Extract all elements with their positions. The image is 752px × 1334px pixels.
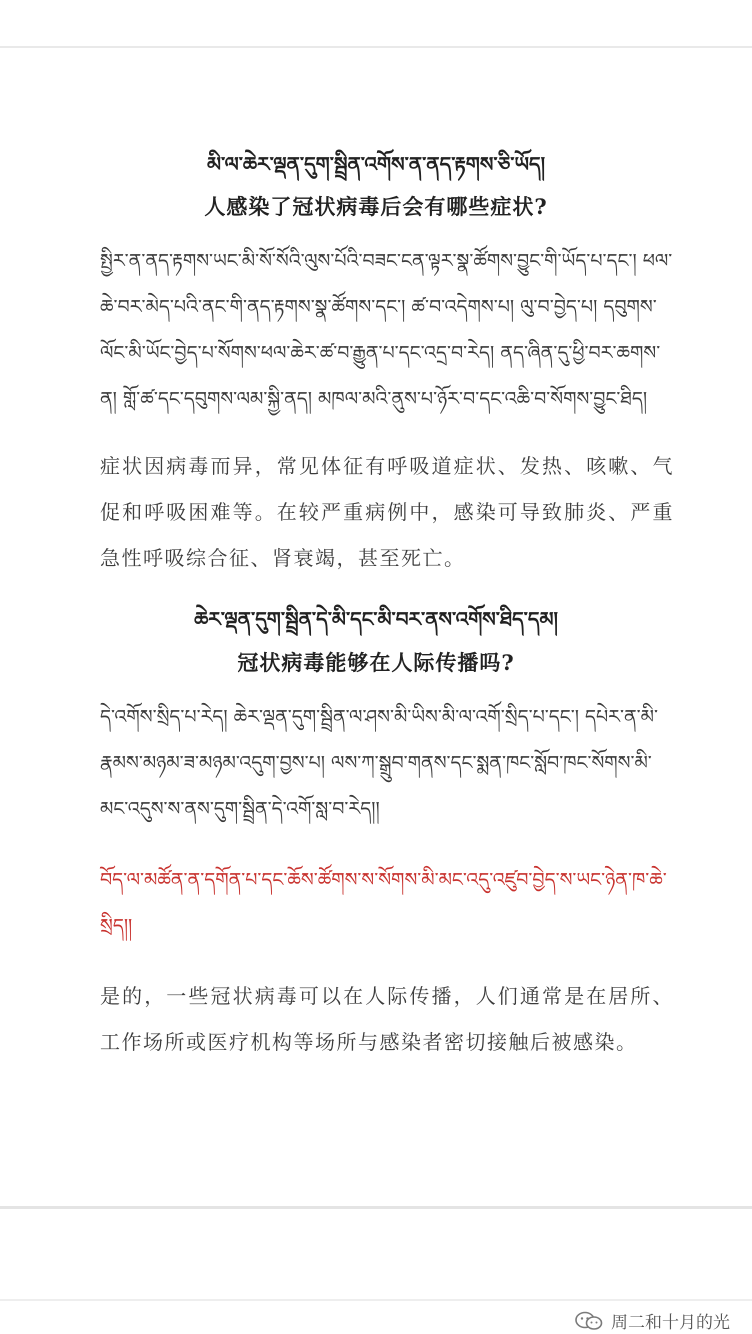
chinese-heading-1: 人感染了冠状病毒后会有哪些症状? [204, 194, 548, 219]
top-band [0, 0, 752, 48]
tibetan-heading-1: མི་ལ་ཆེར་ལྡན་དུག་སྦྲིན་འགོས་ན་ནད་རྟགས་ཅི་ཡོད། [206, 152, 546, 176]
watermark [575, 1308, 730, 1333]
chinese-heading-2: 冠状病毒能够在人际传播吗? [237, 650, 515, 675]
tibetan-paragraph-1: སྤྱིར་ན་ནད་རྟགས་ཡང་མི་སོ་སོའི་ལུས་པོའི་བཟང་ངན་ལྟར་སྣ་ཚོགས་བྱུང་གི་ཡོད་པ་དང་། ཕལ་ཆེ་བར་མེད་པའི་ནང་གི་ནད་རྟགས་སྣ་ཚོགས་དང་། ཚ་བ་འདེགས་པ། ལུ་བ་བྱེད་པ། དབུགས་ལོང་མི་ཡོང་བྱེད་པ་སོགས་ཕལ་ཆེར་ཚ་བ་རྒྱུན་པ་དང་འདྲ་བ་རེད། ནད་ཞིན་དུ་ཕྱི་བར་ཆགས་ན། གློ་ཚ་དང་དབུགས་ལམ་སྐྱི་ནད། མཁལ་མའི་ནུས་པ་ཉོར་བ་དང་འཆི་བ་སོགས་བྱུང་ཐིད། [100, 250, 673, 410]
chinese-paragraph-2: 是的，一些冠状病毒可以在人际传播，人们通常是在居所、工作场所或医疗机构等场所与感染者密切接触后被感染。 [100, 984, 674, 1054]
wechat-icon [575, 1311, 603, 1331]
watermark-text: 周二和十月的光 [611, 1313, 730, 1333]
bottom-rule [0, 1299, 752, 1301]
chinese-paragraph-1: 症状因病毒而异，常见体征有呼吸道症状、发热、咳嗽、气促和呼吸困难等。在较严重病例中，感染可导致肺炎、严重急性呼吸综合征、肾衰竭，甚至死亡。 [100, 454, 674, 570]
tibetan-red-note: བོད་ལ་མཚོན་ན་དགོན་པ་དང་ཆོས་ཚོགས་ས་སོགས་མི་མང་འདུ་འཛུབ་བྱེད་ས་ཡང་ཉེན་ཁ་ཆེ་སྲིད།། [100, 869, 667, 937]
tibetan-paragraph-2: དེ་འགོས་སྲིད་པ་རེད། ཆེར་ལྡན་དུག་སྦྲིན་ལ་ཤས་མི་ཡིས་མི་ལ་འགོ་སྲིད་པ་དང་། དཔེར་ན་མི་རྣམས་མཉམ་ཟ་མཉམ་འདུག་བྱས་པ། ལས་ཀ་སྒྲུབ་གནས་དང་སྨན་ཁང་སློབ་ཁང་སོགས་མི་མང་འདུས་ས་ནས་དུག་སྦྲིན་དེ་འགོ་སླ་བ་རེད།། [100, 706, 658, 820]
page-gap [0, 1209, 752, 1299]
tibetan-heading-2: ཆེར་ལྡན་དུག་སྦྲིན་དེ་མི་དང་མི་བར་ནས་འགོས་ཐིད་དམ། [194, 607, 558, 631]
